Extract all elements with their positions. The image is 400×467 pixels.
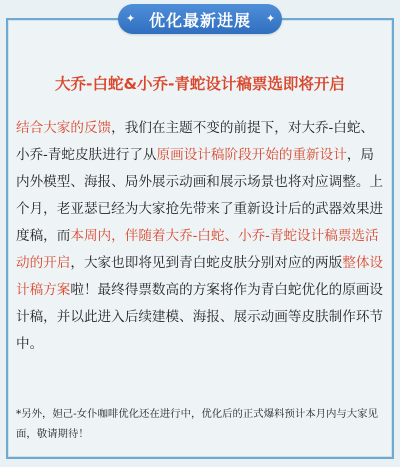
header-badge <box>118 4 282 34</box>
body-text-segment: ，大家也即将见到青白蛇皮肤分别对应的两版 <box>70 255 343 271</box>
header-label: 优化最新进展 <box>148 10 251 30</box>
highlight-design-plan: 整体设计稿方案 <box>16 255 384 298</box>
sparkle-icon: ✦ <box>266 12 276 25</box>
sparkle-icon: ✦ <box>126 12 136 25</box>
body-text-segment: ，我们在主题不变的前提下，对大乔-白蛇、小乔-青蛇皮肤进行了从 <box>16 120 375 163</box>
body-paragraph <box>16 115 386 358</box>
highlight-vote-start: 本周内，伴随着大乔-白蛇、小乔-青蛇设计稿票选活动的开启 <box>16 228 379 271</box>
announcement-title: 大乔-白蛇&小乔-青蛇设计稿票选即将开启 <box>55 75 345 93</box>
footnote: *另外，妲己-女仆咖啡优化还在进行中，优化后的正式爆料预计本月内与大家见面，敬请期待！ <box>16 408 378 440</box>
highlight-redesign: 原画设计稿阶段开始的重新设计 <box>156 147 347 163</box>
body-text-segment: 啦！最终得票数高的方案将作为青白蛇优化的原画设计稿，并以此进入后续建模、海报、展示动画等皮肤制作环节中。 <box>16 282 384 352</box>
body-text-segment: ，局内外模型、海报、局外展示动画和展示场景也将对应调整。上个月，老亚瑟已经为大家抢先带来了重新设计后的武器效果进度稿，而 <box>16 147 384 244</box>
highlight-feedback: 结合大家的反馈 <box>16 120 112 136</box>
